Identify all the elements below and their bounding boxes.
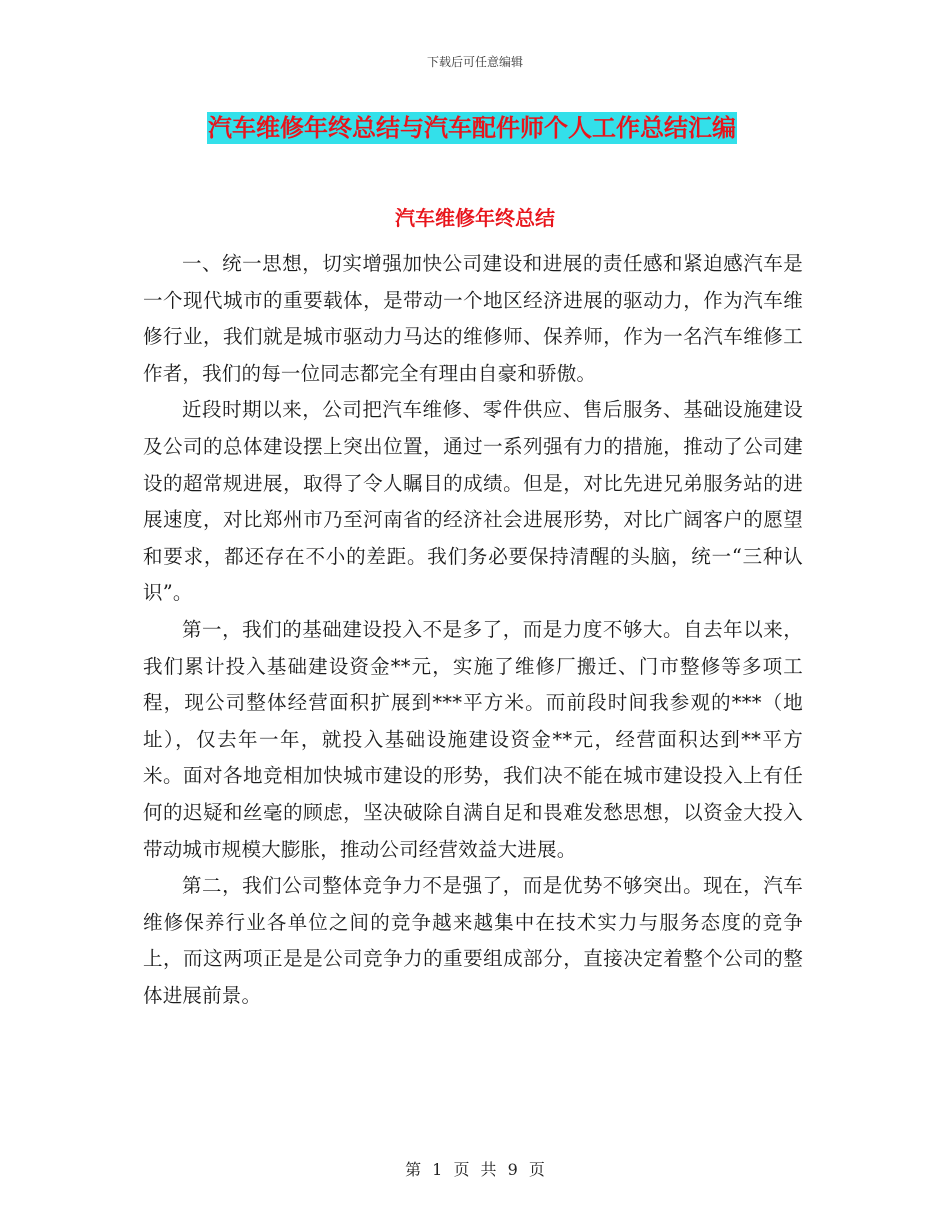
section-title: 汽车维修年终总结 xyxy=(395,206,555,230)
paragraph-4: 第二，我们公司整体竞争力不是强了，而是优势不够突出。现在，汽车维修保养行业各单位之间的竞争越来越集中在技术实力与服务态度的竞争上，而这两项正是是公司竞争力的重要组成部分，直接决定着整个公司的整体进展前景。 xyxy=(143,874,803,1007)
page-footer: 第 1 页 共 9 页 xyxy=(405,1160,545,1179)
paragraph-3: 第一，我们的基础建设投入不是多了，而是力度不够大。自去年以来，我们累计投入基础建设资金**元，实施了维修厂搬迁、门市整修等多项工程，现公司整体经营面积扩展到***平方米。而前段时间我参观的***（地址），仅去年一年，就投入基础设施建设资金**元，经营面积达到**平方米。面对各地竞相加快城市建设的形势，我们决不能在城市建设投入上有任何的迟疑和丝毫的顾虑，坚决破除自满自足和畏难发愁思想，以资金大投入带动城市规模大膨胀，推动公司经营效益大进展。 xyxy=(143,617,803,861)
paragraph-1: 一、统一思想，切实增强加快公司建设和进展的责任感和紧迫感汽车是一个现代城市的重要载体，是带动一个地区经济进展的驱动力，作为汽车维修行业，我们就是城市驱动力马达的维修师、保养师，作为一名汽车维修工作者，我们的每一位同志都完全有理由自豪和骄傲。 xyxy=(143,252,803,385)
document-title: 汽车维修年终总结与汽车配件师个人工作总结汇编 xyxy=(208,113,736,142)
paragraph-2: 近段时期以来，公司把汽车维修、零件供应、售后服务、基础设施建设及公司的总体建设摆上突出位置，通过一系列强有力的措施，推动了公司建设的超常规进展，取得了令人瞩目的成绩。但是，对比先进兄弟服务站的进展速度，对比郑州市乃至河南省的经济社会进展形势，对比广阔客户的愿望和要求，都还存在不小的差距。我们务必要保持清醒的头脑，统一“三种认识”。 xyxy=(143,398,803,605)
document-body xyxy=(143,246,803,1014)
header-note: 下载后可任意编辑 xyxy=(426,55,523,69)
